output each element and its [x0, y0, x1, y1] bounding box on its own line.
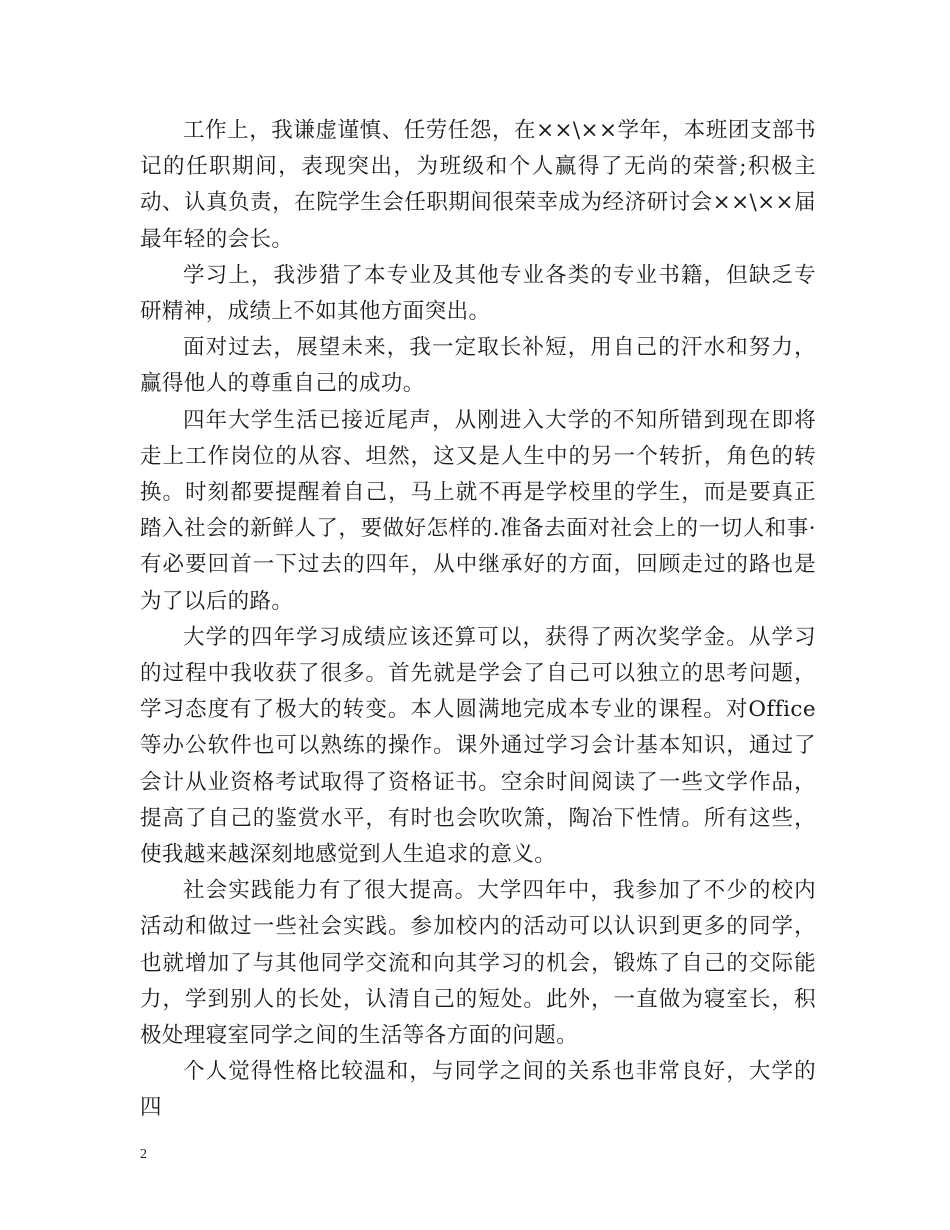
paragraph-personality: 个人觉得性格比较温和，与同学之间的关系也非常良好，大学的四 [140, 1059, 816, 1121]
paragraph-academics: 大学的四年学习成绩应该还算可以，获得了两次奖学金。从学习的过程中我收获了很多。首先就是学会了自己可以独立的思考问题，学习态度有了极大的转变。本人圆满地完成本专业的课程。对Office等办公软件也可以熟练的操作。课外通过学习会计基本知识，通过了会计从业资格考试取得了资格证书。空余时间阅读了一些文学作品，提高了自己的鉴赏水平，有时也会吹吹箫，陶冶下性情。所有这些，使我越来越深刻地感觉到人生追求的意义。 [140, 624, 816, 868]
paragraph-study: 学习上，我涉猎了本专业及其他专业各类的专业书籍，但缺乏专研精神，成绩上不如其他方面突出。 [140, 262, 816, 325]
page-number: 2 [140, 1147, 147, 1162]
paragraph-university-life: 四年大学生活已接近尾声，从刚进入大学的不知所错到现在即将走上工作岗位的从容、坦然，这又是人生中的另一个转折，角色的转换。时刻都要提醒着自己，马上就不再是学校里的学生，而是要真正踏入社会的新鲜人了，要做好怎样的.准备去面对社会上的一切人和事·有必要回首一下过去的四年，从中继承好的方面，回顾走过的路也是为了以后的路。 [140, 407, 816, 614]
paragraph-work: 工作上，我谦虚谨慎、任劳任怨，在××\××学年，本班团支部书记的任职期间，表现突出，为班级和个人赢得了无尚的荣誉;积极主动、认真负责，在院学生会任职期间很荣幸成为经济研讨会××\××届最年轻的会长。 [140, 118, 816, 252]
paragraph-future: 面对过去，展望未来，我一定取长补短，用自己的汗水和努力，赢得他人的尊重自己的成功。 [140, 335, 816, 397]
document-body [140, 113, 816, 1127]
paragraph-social-practice: 社会实践能力有了很大提高。大学四年中，我参加了不少的校内活动和做过一些社会实践。参加校内的活动可以认识到更多的同学，也就增加了与其他同学交流和向其学习的机会，锻炼了自己的交际能力，学到别人的长处，认清自己的短处。此外，一直做为寝室长，积极处理寝室同学之间的生活等各方面的问题。 [140, 878, 816, 1049]
